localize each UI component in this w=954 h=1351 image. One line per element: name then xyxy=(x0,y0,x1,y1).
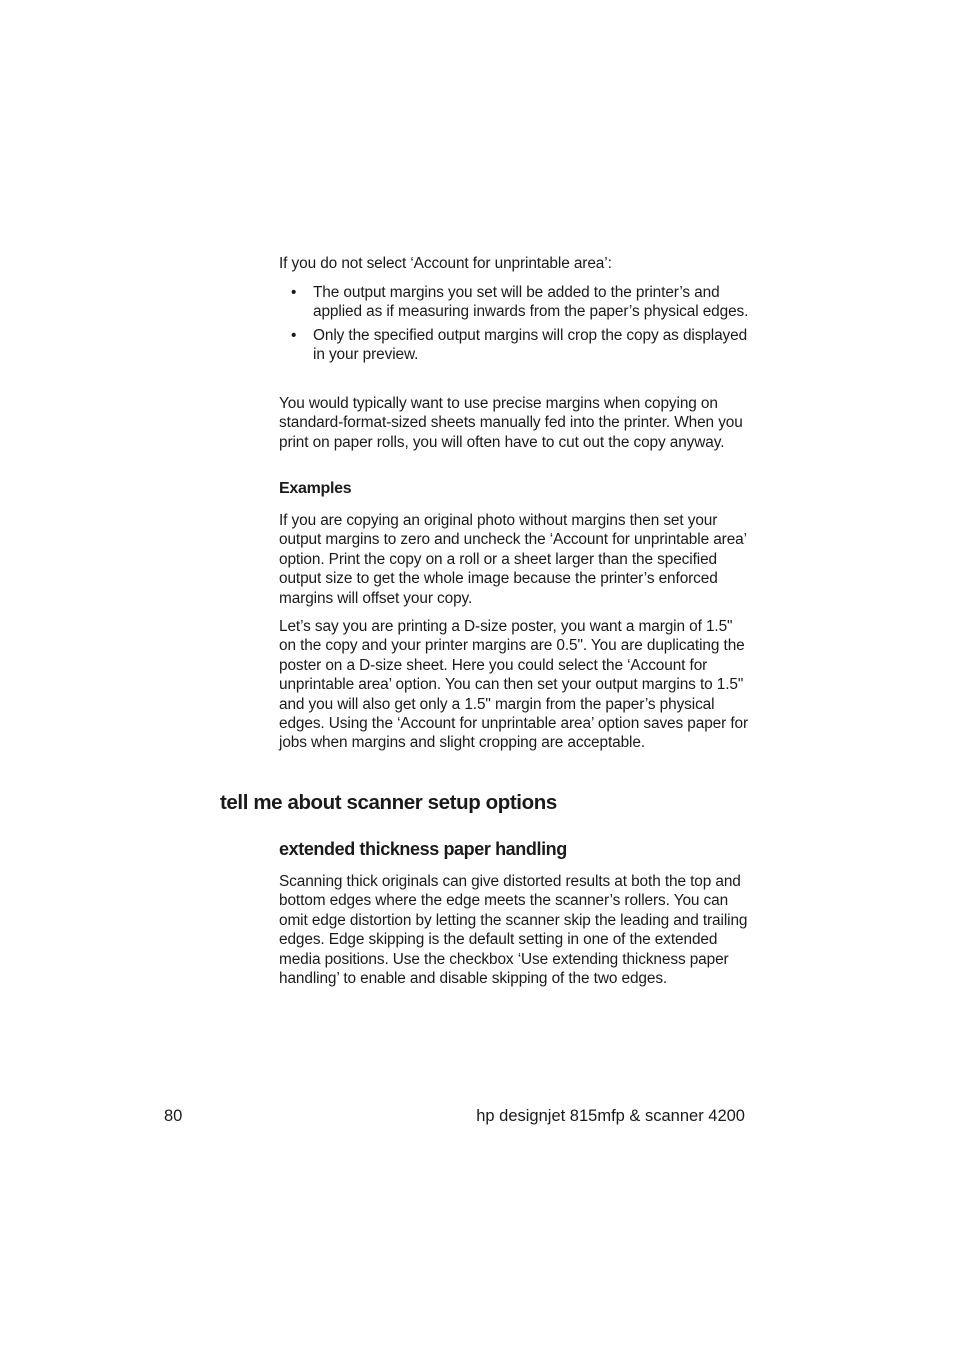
list-item xyxy=(279,283,749,322)
bullet-text: Only the specified output margins will crop the copy as displayed in your preview. xyxy=(313,326,748,364)
subsection-heading: extended thickness paper handling xyxy=(279,839,567,859)
paragraph-example-photo: If you are copying an original photo without margins then set your output margins to zero and uncheck the ‘Account for unprintable area’ option. Print the copy on a roll or a sheet larger than the specified output size to get the whole image because the printer’s enforced margins will offset your copy. xyxy=(279,512,747,607)
page-number: 80 xyxy=(164,1107,183,1125)
bullet-icon: • xyxy=(291,284,297,301)
intro-text: If you do not select ‘Account for unprintable area’: xyxy=(279,255,612,272)
list-item xyxy=(279,326,749,365)
footer-product-name: hp designjet 815mfp & scanner 4200 xyxy=(476,1107,745,1125)
paragraph-example-poster: Let’s say you are printing a D-size poster, you want a margin of 1.5" on the copy and your printer margins are 0.5". You are duplicating the poster on a D-size sheet. Here you could select the ‘Account for unprintable area’ option. You can then set your output margins to 1.5" and you will also get only a 1.5" margin from the paper’s physical edges. Using the ‘Account for unprintable area’ option saves paper for jobs when margins and slight cropping are acceptable. xyxy=(279,618,748,752)
section-heading: tell me about scanner setup options xyxy=(220,791,557,814)
bullet-icon: • xyxy=(291,326,297,344)
examples-heading: Examples xyxy=(279,480,352,497)
bullet-text: The output margins you set will be added to the printer’s and applied as if measuring inwards from the paper’s physical edges. xyxy=(313,284,749,321)
paragraph-scanning: Scanning thick originals can give distorted results at both the top and bottom edges where the edge meets the scanner’s rollers. You can omit edge distortion by letting the scanner skip the leading and trailing edges. Edge skipping is the default setting in one of the extended media positions. Use the checkbox ‘Use extending thickness paper handling’ to enable and disable skipping of the two edges. xyxy=(279,873,748,988)
paragraph-typical-use: You would typically want to use precise margins when copying on standard-format-sized sheets manually fed into the printer. When you print on paper rolls, you will often have to cut out the copy anyway. xyxy=(279,395,743,451)
bullet-list xyxy=(279,283,749,365)
